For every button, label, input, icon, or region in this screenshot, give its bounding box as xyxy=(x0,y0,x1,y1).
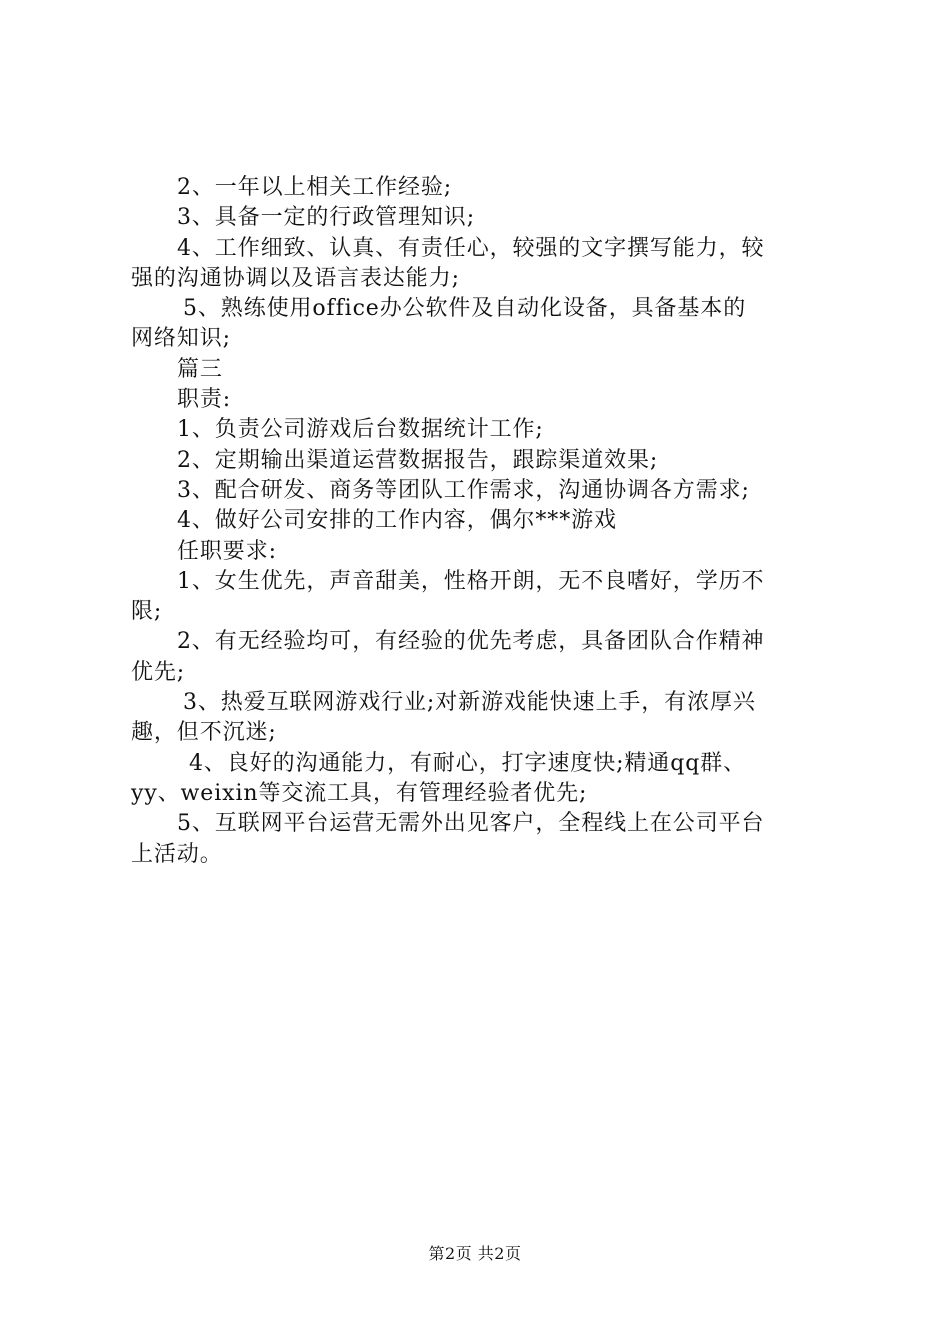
document-body xyxy=(131,173,831,870)
subheading: 职责: xyxy=(177,387,232,413)
section-heading: 篇三 xyxy=(177,356,223,382)
paragraph-line: 1、负责公司游戏后台数据统计工作; xyxy=(177,417,544,443)
paragraph-line: 优先; xyxy=(131,659,186,685)
paragraph-line: 限; xyxy=(131,599,163,625)
paragraph-line: 4、做好公司安排的工作内容，偶尔***游戏 xyxy=(177,508,617,534)
paragraph-line: 3、配合研发、商务等团队工作需求，沟通协调各方需求; xyxy=(177,477,750,503)
page-number: 第2页 共2页 xyxy=(428,1244,522,1263)
paragraph-line: 3、具备一定的行政管理知识; xyxy=(177,205,476,231)
paragraph-line: 2、有无经验均可，有经验的优先考虑，具备团队合作精神 xyxy=(177,629,765,655)
paragraph-line: 4、工作细致、认真、有责任心，较强的文字撰写能力，较 xyxy=(177,235,765,261)
subheading: 任职要求: xyxy=(177,538,277,564)
paragraph-line: 5、互联网平台运营无需外出见客户，全程线上在公司平台 xyxy=(177,811,765,837)
paragraph-line: 1、女生优先，声音甜美，性格开朗，无不良嗜好，学历不 xyxy=(177,568,765,594)
paragraph-line: 2、定期输出渠道运营数据报告，跟踪渠道效果; xyxy=(177,447,659,473)
paragraph-line: 上活动。 xyxy=(131,841,223,867)
paragraph-line: 2、一年以上相关工作经验; xyxy=(177,175,453,200)
paragraph-line: 网络知识; xyxy=(131,326,231,352)
paragraph-line: 5、熟练使用office办公软件及自动化设备，具备基本的 xyxy=(183,296,747,322)
paragraph-line: 3、热爱互联网游戏行业;对新游戏能快速上手，有浓厚兴 xyxy=(183,690,756,716)
page-footer xyxy=(0,1244,950,1264)
paragraph-line: 4、良好的沟通能力，有耐心，打字速度快;精通qq群、 xyxy=(189,750,746,776)
paragraph-line: yy、weixin等交流工具，有管理经验者优先; xyxy=(131,780,588,806)
paragraph-line: 趣，但不沉迷; xyxy=(131,720,277,746)
paragraph-line: 强的沟通协调以及语言表达能力; xyxy=(131,265,460,291)
